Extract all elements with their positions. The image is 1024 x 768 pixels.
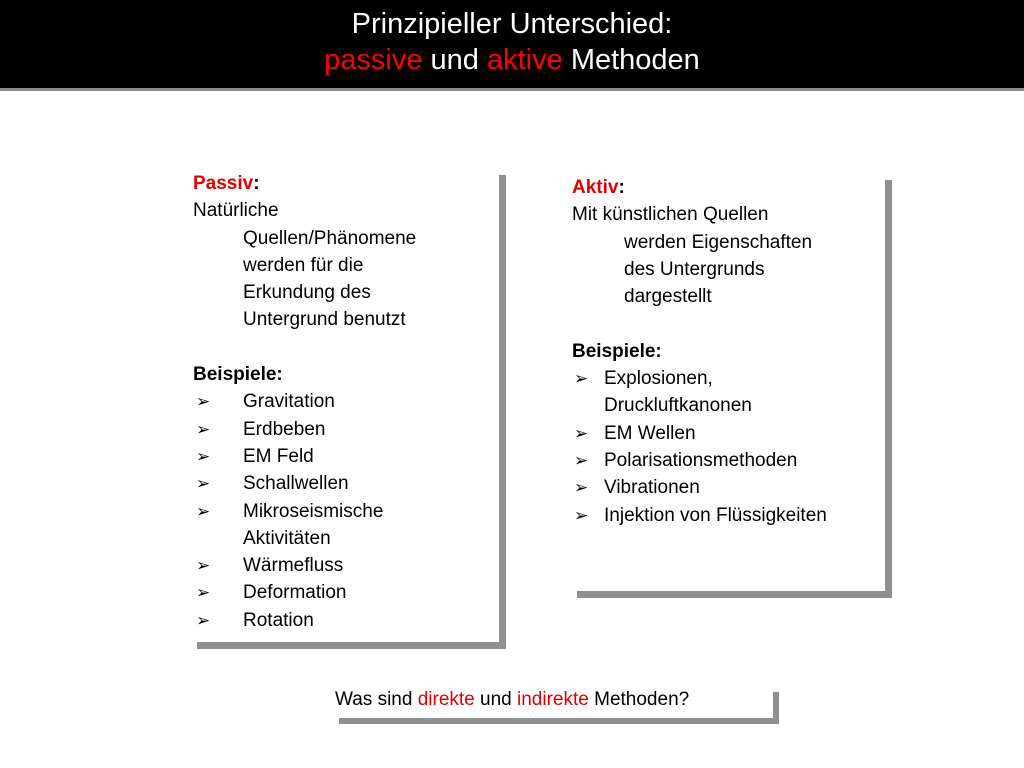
aktiv-box xyxy=(570,173,885,591)
arrow-bullet-icon: ➢ xyxy=(196,556,211,576)
list-item-text: Explosionen, xyxy=(604,368,713,390)
arrow-bullet-icon: ➢ xyxy=(574,369,589,389)
list-item-text: Aktivitäten xyxy=(243,527,331,549)
aktiv-desc-line: werden Eigenschaften xyxy=(624,231,813,253)
passiv-examples-list xyxy=(193,388,416,634)
passiv-desc-line: Quellen/Phänomene xyxy=(243,227,417,249)
list-item xyxy=(193,552,416,579)
list-item xyxy=(193,607,416,634)
list-item-text: Gravitation xyxy=(243,391,335,413)
list-item-text: Wärmefluss xyxy=(243,555,344,577)
list-item xyxy=(193,443,416,470)
aktiv-heading xyxy=(572,174,827,201)
title-word-aktive: aktive xyxy=(487,44,563,76)
list-item xyxy=(193,579,416,606)
list-item xyxy=(572,502,827,529)
arrow-bullet-icon: ➢ xyxy=(574,505,589,525)
title-word-methoden: Methoden xyxy=(570,44,700,76)
list-item xyxy=(193,416,416,443)
aktiv-examples-heading: Beispiele: xyxy=(572,340,662,362)
arrow-bullet-icon: ➢ xyxy=(196,392,211,412)
list-item xyxy=(572,420,827,447)
list-item-text: Polarisationsmethoden xyxy=(604,449,798,471)
title-bar xyxy=(0,0,1024,91)
title-word-und: und xyxy=(430,44,479,76)
arrow-bullet-icon: ➢ xyxy=(196,610,211,630)
question-text xyxy=(335,686,689,714)
list-item xyxy=(193,470,416,497)
list-item-text: Mikroseismische xyxy=(243,500,384,522)
list-item xyxy=(193,388,416,415)
passiv-content xyxy=(193,170,416,634)
aktiv-description xyxy=(572,201,827,310)
title-line-2 xyxy=(0,42,1024,78)
question-part: Methoden? xyxy=(594,689,690,710)
arrow-bullet-icon: ➢ xyxy=(196,583,211,603)
list-item-text: Vibrationen xyxy=(604,477,700,499)
arrow-bullet-icon: ➢ xyxy=(574,423,589,443)
question-word-direkte: direkte xyxy=(417,689,475,710)
passiv-desc-line: Natürliche xyxy=(193,200,279,222)
aktiv-colon: : xyxy=(618,177,625,198)
list-item-text: Schallwellen xyxy=(243,473,349,495)
passiv-desc-line: Untergrund benutzt xyxy=(243,309,406,331)
list-item-text: Rotation xyxy=(243,609,314,631)
list-item xyxy=(572,365,827,420)
question-part: und xyxy=(480,689,512,710)
list-item-text: EM Wellen xyxy=(604,422,696,444)
list-item-text: Erdbeben xyxy=(243,418,326,440)
title-line-1: Prinzipieller Unterschied: xyxy=(351,8,673,40)
arrow-bullet-icon: ➢ xyxy=(574,450,589,470)
arrow-bullet-icon: ➢ xyxy=(574,478,589,498)
list-item xyxy=(193,498,416,553)
question-box xyxy=(333,686,773,718)
aktiv-desc-line: dargestellt xyxy=(624,286,712,308)
passiv-desc-line: werden für die xyxy=(243,254,364,276)
passiv-box xyxy=(190,168,499,642)
aktiv-desc-line: des Untergrunds xyxy=(624,258,765,280)
list-item xyxy=(572,447,827,474)
list-item-text: EM Feld xyxy=(243,445,314,467)
passiv-desc-line: Erkundung des xyxy=(243,282,371,304)
arrow-bullet-icon: ➢ xyxy=(196,446,211,466)
slide-title xyxy=(0,6,1024,78)
passiv-colon: : xyxy=(253,173,260,194)
list-item-text: Druckluftkanonen xyxy=(604,395,752,417)
title-word-passive: passive xyxy=(324,44,423,76)
passiv-description xyxy=(193,197,416,333)
passiv-label: Passiv xyxy=(193,173,254,194)
aktiv-examples-list xyxy=(572,365,827,529)
passiv-examples-heading: Beispiele: xyxy=(193,364,283,386)
aktiv-content xyxy=(572,174,827,529)
list-item xyxy=(572,474,827,501)
list-item-text: Deformation xyxy=(243,582,347,604)
arrow-bullet-icon: ➢ xyxy=(196,419,211,439)
question-word-indirekte: indirekte xyxy=(517,689,589,710)
arrow-bullet-icon: ➢ xyxy=(196,501,211,521)
passiv-heading xyxy=(193,170,416,197)
aktiv-label: Aktiv xyxy=(572,177,619,198)
list-item-text: Injektion von Flüssigkeiten xyxy=(604,504,827,526)
arrow-bullet-icon: ➢ xyxy=(196,474,211,494)
question-part: Was sind xyxy=(335,689,413,710)
aktiv-desc-line: Mit künstlichen Quellen xyxy=(572,204,769,226)
